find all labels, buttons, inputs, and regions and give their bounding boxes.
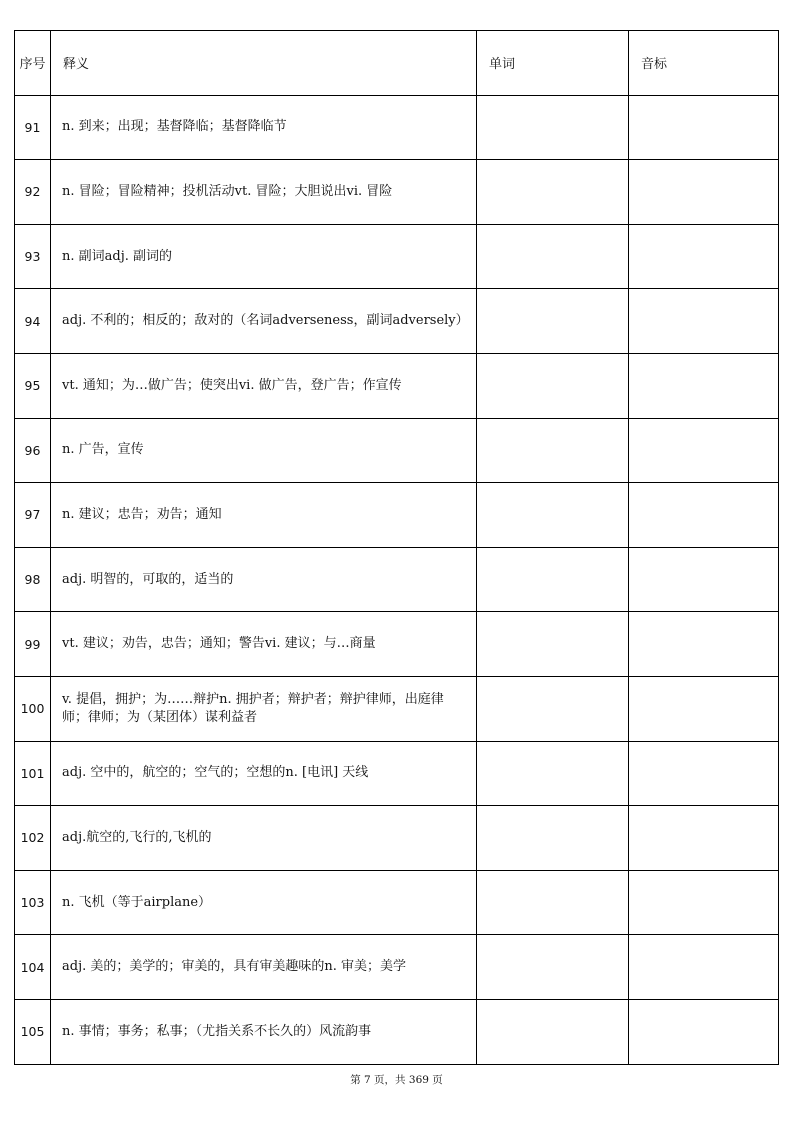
- row-definition: adj. 美的；美学的；审美的，具有审美趣味的n. 审美；美学: [51, 935, 477, 1000]
- phonetic-answer-cell[interactable]: [629, 353, 779, 418]
- row-definition: n. 建议；忠告；劝告；通知: [51, 483, 477, 548]
- table-row: [15, 547, 779, 612]
- row-definition: n. 飞机（等于airplane）: [51, 870, 477, 935]
- table-row: [15, 935, 779, 1000]
- phonetic-answer-cell[interactable]: [629, 935, 779, 1000]
- word-answer-cell[interactable]: [477, 870, 629, 935]
- phonetic-answer-cell[interactable]: [629, 160, 779, 225]
- table-body: [15, 95, 779, 1064]
- phonetic-answer-cell[interactable]: [629, 547, 779, 612]
- phonetic-answer-cell[interactable]: [629, 741, 779, 806]
- row-number: 99: [15, 612, 51, 677]
- vocabulary-table-container: [14, 30, 778, 1065]
- row-definition: n. 广告，宣传: [51, 418, 477, 483]
- word-answer-cell[interactable]: [477, 289, 629, 354]
- row-number: 100: [15, 676, 51, 741]
- row-number: 97: [15, 483, 51, 548]
- word-answer-cell[interactable]: [477, 935, 629, 1000]
- word-answer-cell[interactable]: [477, 612, 629, 677]
- row-definition: n. 冒险；冒险精神；投机活动vt. 冒险；大胆说出vi. 冒险: [51, 160, 477, 225]
- word-answer-cell[interactable]: [477, 483, 629, 548]
- table-row: [15, 160, 779, 225]
- header-word: 单词: [477, 31, 629, 96]
- table-row: [15, 612, 779, 677]
- word-answer-cell[interactable]: [477, 741, 629, 806]
- table-row: [15, 741, 779, 806]
- row-definition: adj.航空的,飞行的,飞机的: [51, 806, 477, 871]
- row-definition: adj. 空中的，航空的；空气的；空想的n. [电讯] 天线: [51, 741, 477, 806]
- row-definition: adj. 明智的，可取的，适当的: [51, 547, 477, 612]
- row-number: 103: [15, 870, 51, 935]
- phonetic-answer-cell[interactable]: [629, 676, 779, 741]
- row-definition: n. 副词adj. 副词的: [51, 224, 477, 289]
- word-answer-cell[interactable]: [477, 547, 629, 612]
- word-answer-cell[interactable]: [477, 95, 629, 160]
- row-number: 102: [15, 806, 51, 871]
- table-header-row: [15, 31, 779, 96]
- row-number: 93: [15, 224, 51, 289]
- word-answer-cell[interactable]: [477, 160, 629, 225]
- row-number: 92: [15, 160, 51, 225]
- row-number: 95: [15, 353, 51, 418]
- table-row: [15, 418, 779, 483]
- word-answer-cell[interactable]: [477, 676, 629, 741]
- row-number: 91: [15, 95, 51, 160]
- table-row: [15, 806, 779, 871]
- row-definition: vt. 通知；为…做广告；使突出vi. 做广告，登广告；作宣传: [51, 353, 477, 418]
- table-row: [15, 870, 779, 935]
- header-phonetic: 音标: [629, 31, 779, 96]
- word-answer-cell[interactable]: [477, 418, 629, 483]
- table-row: [15, 483, 779, 548]
- phonetic-answer-cell[interactable]: [629, 999, 779, 1064]
- row-number: 105: [15, 999, 51, 1064]
- word-answer-cell[interactable]: [477, 353, 629, 418]
- table-row: [15, 676, 779, 741]
- row-number: 98: [15, 547, 51, 612]
- word-answer-cell[interactable]: [477, 806, 629, 871]
- row-number: 101: [15, 741, 51, 806]
- table-row: [15, 353, 779, 418]
- phonetic-answer-cell[interactable]: [629, 224, 779, 289]
- table-row: [15, 289, 779, 354]
- row-definition: n. 事情；事务；私事；（尤指关系不长久的）风流韵事: [51, 999, 477, 1064]
- phonetic-answer-cell[interactable]: [629, 483, 779, 548]
- table-row: [15, 999, 779, 1064]
- row-definition: vt. 建议；劝告，忠告；通知；警告vi. 建议；与…商量: [51, 612, 477, 677]
- word-answer-cell[interactable]: [477, 224, 629, 289]
- table-row: [15, 224, 779, 289]
- phonetic-answer-cell[interactable]: [629, 806, 779, 871]
- vocabulary-table: [14, 30, 779, 1065]
- phonetic-answer-cell[interactable]: [629, 612, 779, 677]
- row-definition: v. 提倡，拥护；为……辩护n. 拥护者；辩护者；辩护律师，出庭律师；律师；为（某团体）谋利益者: [51, 676, 477, 741]
- phonetic-answer-cell[interactable]: [629, 870, 779, 935]
- row-definition: n. 到来；出现；基督降临；基督降临节: [51, 95, 477, 160]
- row-number: 96: [15, 418, 51, 483]
- phonetic-answer-cell[interactable]: [629, 289, 779, 354]
- word-answer-cell[interactable]: [477, 999, 629, 1064]
- phonetic-answer-cell[interactable]: [629, 418, 779, 483]
- phonetic-answer-cell[interactable]: [629, 95, 779, 160]
- table-row: [15, 95, 779, 160]
- header-number: 序号: [15, 31, 51, 96]
- row-definition: adj. 不利的；相反的；敌对的（名词adverseness，副词adversely）: [51, 289, 477, 354]
- row-number: 104: [15, 935, 51, 1000]
- page-number-footer: 第 7 页，共 369 页: [350, 1074, 443, 1086]
- header-definition: 释义: [51, 31, 477, 96]
- row-number: 94: [15, 289, 51, 354]
